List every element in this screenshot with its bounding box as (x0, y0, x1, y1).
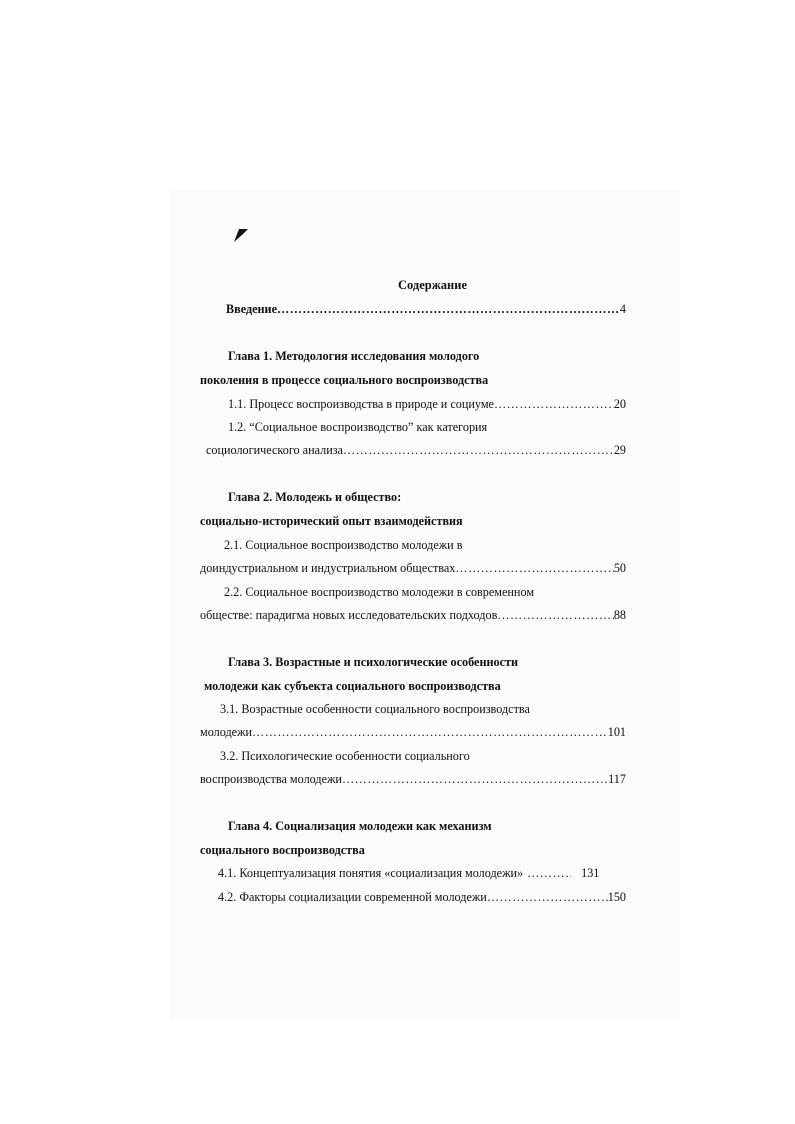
section-page: 117 (608, 772, 626, 786)
section-label: молодежи (200, 725, 253, 739)
toc-section-2-1-line-1: 2.1. Социальное воспроизводство молодежи в (224, 538, 463, 552)
toc-section-3-2-line-1: 3.2. Психологические особенности социального (220, 749, 470, 763)
toc-intro (226, 301, 626, 317)
toc-section-1-2-line-1: 1.2. “Социальное воспроизводство” как категория (228, 420, 488, 434)
section-label: 4.1. Концептуализация понятия «социализация молодежи» (218, 866, 524, 880)
leader-dots (277, 301, 620, 317)
section-label: 1.1. Процесс воспроизводства в природе и социуме (228, 397, 494, 411)
section-label: доиндустриальном и индустриальном обществах (200, 561, 456, 575)
section-page: 88 (613, 608, 626, 622)
leader-dots (252, 724, 608, 740)
leader-dots (527, 865, 571, 881)
section-label: социологического анализа (206, 443, 343, 457)
toc-intro-label: Введение (226, 302, 277, 316)
section-page: 50 (613, 561, 626, 575)
toc-section-3-2 (200, 771, 626, 787)
chapter-2-title-line-2: социально-исторический опыт взаимодействия (200, 514, 463, 528)
toc-section-2-2-line-1: 2.2. Социальное воспроизводство молодежи в современном (224, 585, 535, 599)
leader-dots (342, 771, 608, 787)
chapter-4-title-line-1: Глава 4. Социализация молодежи как механизм (228, 819, 492, 833)
toc-section-1-1 (228, 396, 626, 412)
section-label: 4.2. Факторы социализации современной молодежи (218, 890, 487, 904)
leader-dots (487, 889, 608, 905)
section-page: 150 (607, 890, 626, 904)
page-title: Содержание (398, 278, 468, 292)
section-page: 101 (607, 725, 626, 739)
leader-dots (343, 442, 614, 458)
toc-section-2-2 (200, 607, 626, 623)
toc-section-3-1-line-1: 3.1. Возрастные особенности социального воспроизводства (220, 702, 530, 716)
pen-mark-icon (232, 226, 250, 244)
toc-section-4-1 (218, 865, 626, 881)
section-page: 20 (613, 397, 626, 411)
section-label: обществе: парадигма новых исследовательских подходов (200, 608, 498, 622)
toc-section-4-2 (218, 889, 626, 905)
chapter-3-title-line-1: Глава 3. Возрастные и психологические особенности (228, 655, 519, 669)
chapter-1-title-line-1: Глава 1. Методология исследования молодого (228, 349, 480, 363)
chapter-4-title-line-2: социального воспроизводства (200, 843, 365, 857)
toc-section-2-1 (200, 560, 626, 576)
toc-section-3-1 (200, 724, 626, 740)
toc-section-1-2 (206, 442, 626, 458)
chapter-2-title-line-1: Глава 2. Молодежь и общество: (228, 490, 402, 504)
chapter-1-title-line-2: поколения в процессе социального воспроизводства (200, 373, 489, 387)
leader-dots (455, 560, 613, 576)
section-page: 131 (581, 866, 600, 880)
chapter-3-title-line-2: молодежи как субъекта социального воспроизводства (204, 679, 501, 693)
section-page: 29 (613, 443, 626, 457)
toc-intro-page: 4 (619, 302, 626, 316)
leader-dots (494, 396, 614, 412)
leader-dots (497, 607, 613, 623)
section-label: воспроизводства молодежи (200, 772, 342, 786)
